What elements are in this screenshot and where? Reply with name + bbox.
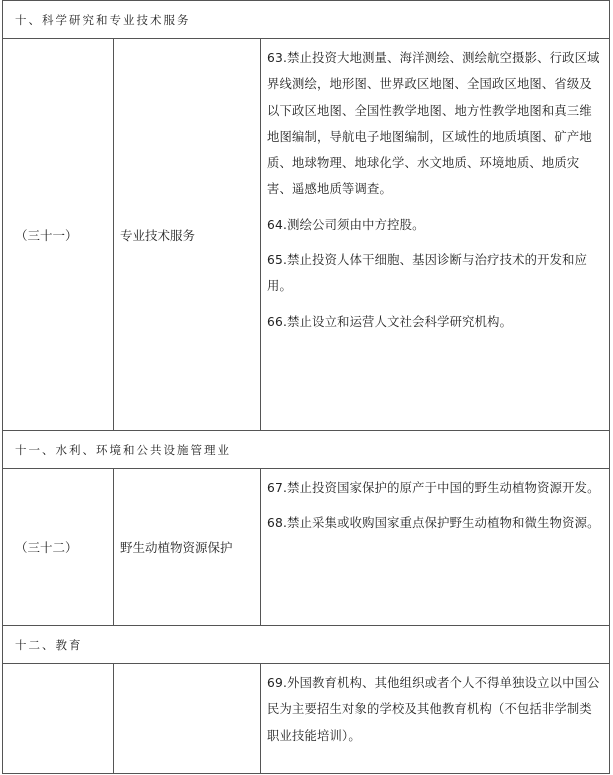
list-item: 64.测绘公司须由中方控股。 — [267, 217, 425, 232]
section-header-row — [3, 626, 610, 664]
list-item: 67.禁止投资国家保护的原产于中国的野生动植物资源开发。 — [267, 481, 600, 495]
section-header-row — [3, 431, 610, 469]
list-item: 68.禁止采集或收购国家重点保护野生动植物和微生物资源。 — [267, 516, 600, 531]
category-code — [3, 664, 114, 774]
item-list — [261, 469, 610, 626]
section-title: 十二、教育 — [3, 626, 610, 664]
item-list — [261, 39, 610, 431]
list-item: 69.外国教育机构、其他组织或者个人不得单独设立以中国公民为主要招生对象的学校及其他教育机构（不包括非学制类职业技能培训）。 — [267, 676, 600, 743]
table-row — [3, 39, 610, 431]
category-name: 野生动植物资源保护 — [114, 469, 261, 626]
restrictions-table — [2, 0, 610, 774]
category-name — [114, 664, 261, 774]
table-row — [3, 664, 610, 774]
category-name: 专业技术服务 — [114, 39, 261, 431]
item-list — [261, 664, 610, 774]
section-title: 十、科学研究和专业技术服务 — [3, 1, 610, 39]
category-code: （三十二） — [3, 469, 114, 626]
list-item: 65.禁止投资人体干细胞、基因诊断与治疗技术的开发和应用。 — [267, 253, 588, 294]
section-header-row — [3, 1, 610, 39]
list-item: 63.禁止投资大地测量、海洋测绘、测绘航空摄影、行政区域界线测绘，地形图、世界政区地图、全国政区地图、省级及以下政区地图、全国性教学地图、地方性教学地图和真三维地图编制，导航电子地图编制，区域性的地质填图、矿产地质、地球物理、地球化学、水文地质、环境地质、地质灾害、遥感地质等调查。 — [267, 51, 600, 197]
list-item: 66.禁止设立和运营人文社会科学研究机构。 — [267, 314, 513, 329]
category-code: （三十一） — [3, 39, 114, 431]
section-title: 十一、水利、环境和公共设施管理业 — [3, 431, 610, 469]
table-row — [3, 469, 610, 626]
